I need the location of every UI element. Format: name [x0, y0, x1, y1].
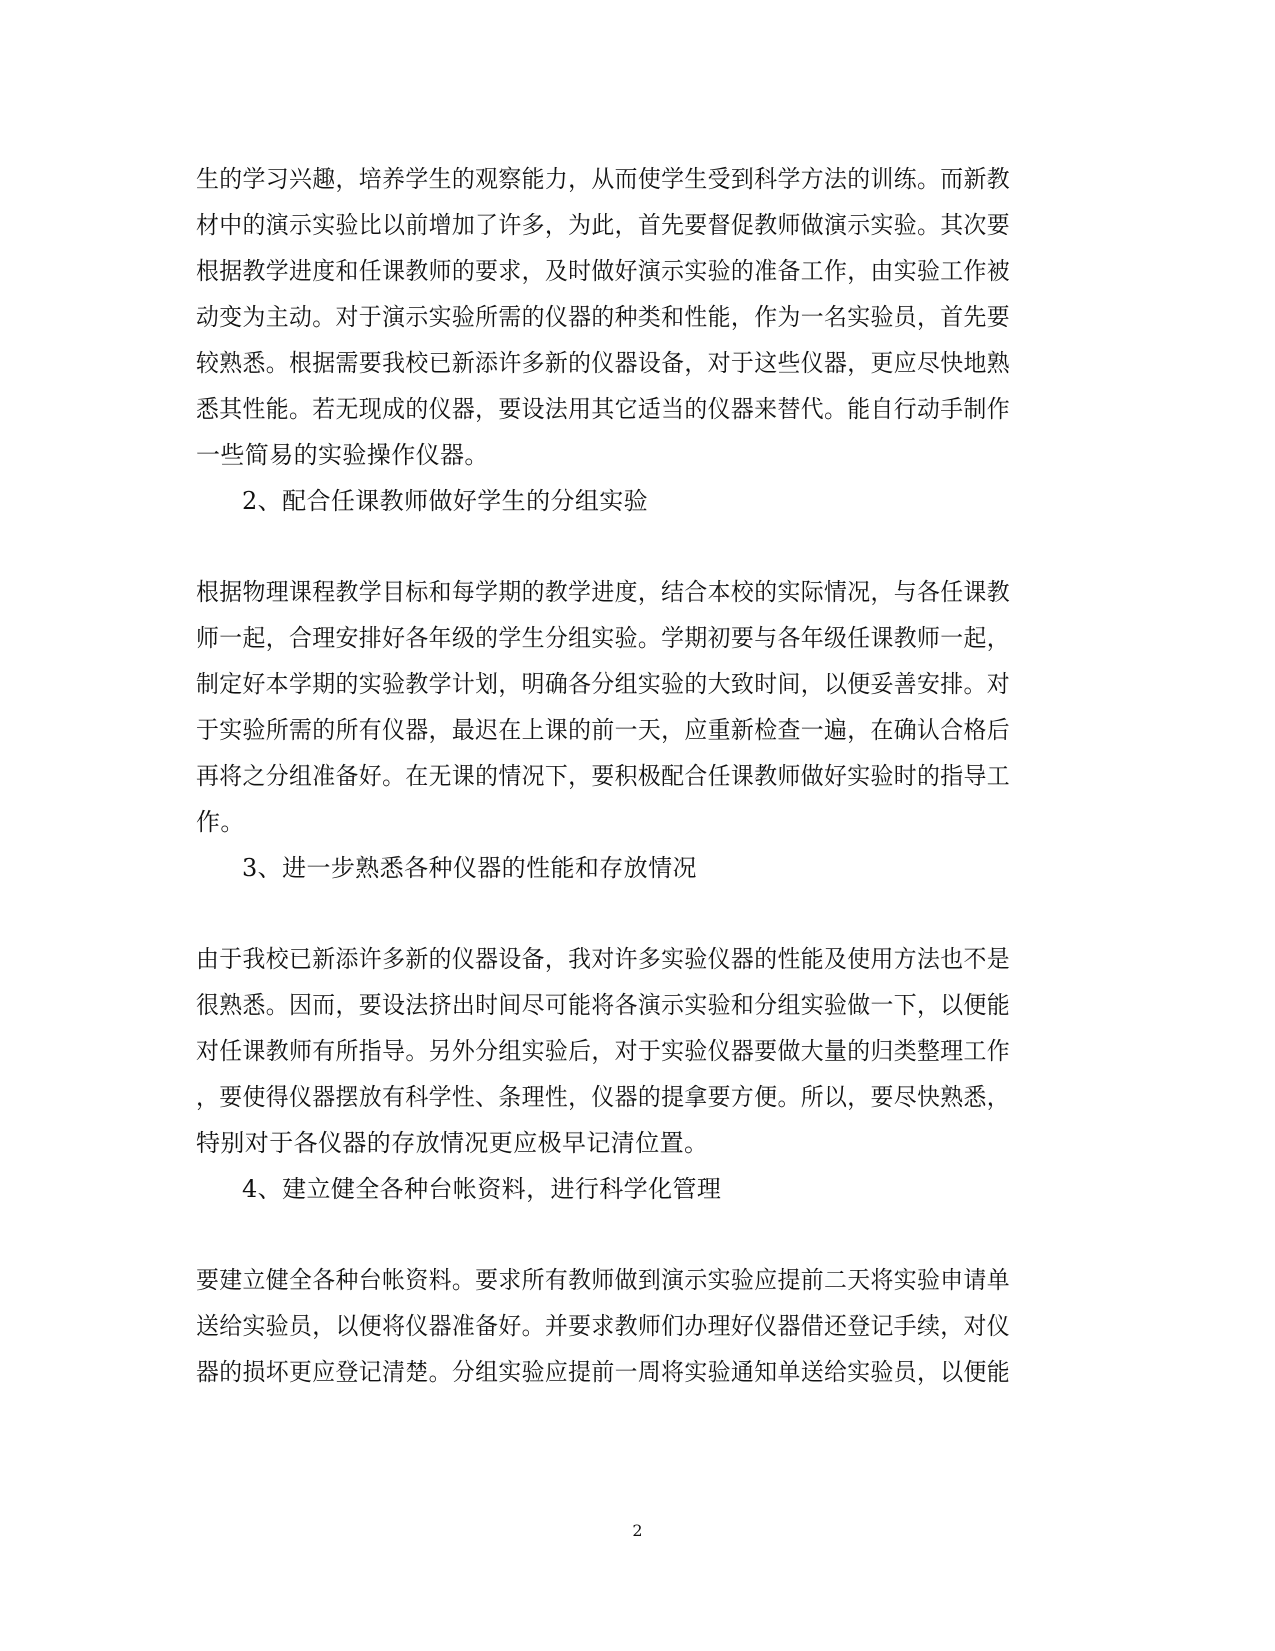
paragraph-2-line: 制定好本学期的实验教学计划，明确各分组实验的大致时间，以便妥善安排。对 [196, 670, 1011, 698]
page-number: 2 [632, 1521, 643, 1540]
section-heading-4: 4、建立健全各种台帐资料，进行科学化管理 [242, 1175, 722, 1203]
paragraph-2-line: 再将之分组准备好。在无课的情况下，要积极配合任课教师做好实验时的指导工 [196, 762, 1011, 790]
paragraph-1-line: 根据教学进度和任课教师的要求，及时做好演示实验的准备工作，由实验工作被 [196, 257, 1011, 285]
paragraph-1-line: 材中的演示实验比以前增加了许多，为此，首先要督促教师做演示实验。其次要 [196, 211, 1011, 239]
section-heading-3: 3、进一步熟悉各种仪器的性能和存放情况 [242, 854, 697, 882]
paragraph-1-line: 较熟悉。根据需要我校已新添许多新的仪器设备，对于这些仪器，更应尽快地熟 [196, 349, 1011, 377]
paragraph-1-line: 生的学习兴趣，培养学生的观察能力，从而使学生受到科学方法的训练。而新教 [196, 165, 1011, 193]
paragraph-3-line: 特别对于各仪器的存放情况更应极早记清位置。 [196, 1129, 709, 1157]
paragraph-4-line: 送给实验员，以便将仪器准备好。并要求教师们办理好仪器借还登记手续，对仪 [196, 1312, 1011, 1340]
paragraph-1-line: 悉其性能。若无现成的仪器，要设法用其它适当的仪器来替代。能自行动手制作 [196, 395, 1011, 423]
paragraph-3-line: 很熟悉。因而，要设法挤出时间尽可能将各演示实验和分组实验做一下，以便能 [196, 991, 1011, 1019]
paragraph-1-line: 一些简易的实验操作仪器。 [196, 441, 489, 469]
section-heading-2: 2、配合任课教师做好学生的分组实验 [242, 487, 649, 515]
paragraph-2-line: 根据物理课程教学目标和每学期的教学进度，结合本校的实际情况，与各任课教 [196, 578, 1011, 606]
paragraph-4-line: 器的损坏更应登记清楚。分组实验应提前一周将实验通知单送给实验员，以便能 [196, 1358, 1011, 1386]
paragraph-2-line: 于实验所需的所有仪器，最迟在上课的前一天，应重新检查一遍，在确认合格后 [196, 716, 1011, 744]
paragraph-2-line: 师一起，合理安排好各年级的学生分组实验。学期初要与各年级任课教师一起， [196, 624, 1011, 652]
paragraph-3-line: 由于我校已新添许多新的仪器设备，我对许多实验仪器的性能及使用方法也不是 [196, 945, 1011, 973]
paragraph-3-line: ，要使得仪器摆放有科学性、条理性，仪器的提拿要方便。所以，要尽快熟悉， [196, 1083, 1011, 1111]
paragraph-2-line: 作。 [196, 808, 245, 836]
paragraph-3-line: 对任课教师有所指导。另外分组实验后，对于实验仪器要做大量的归类整理工作 [196, 1037, 1011, 1065]
paragraph-1-line: 动变为主动。对于演示实验所需的仪器的种类和性能，作为一名实验员，首先要 [196, 303, 1011, 331]
paragraph-4-line: 要建立健全各种台帐资料。要求所有教师做到演示实验应提前二天将实验申请单 [196, 1266, 1011, 1294]
